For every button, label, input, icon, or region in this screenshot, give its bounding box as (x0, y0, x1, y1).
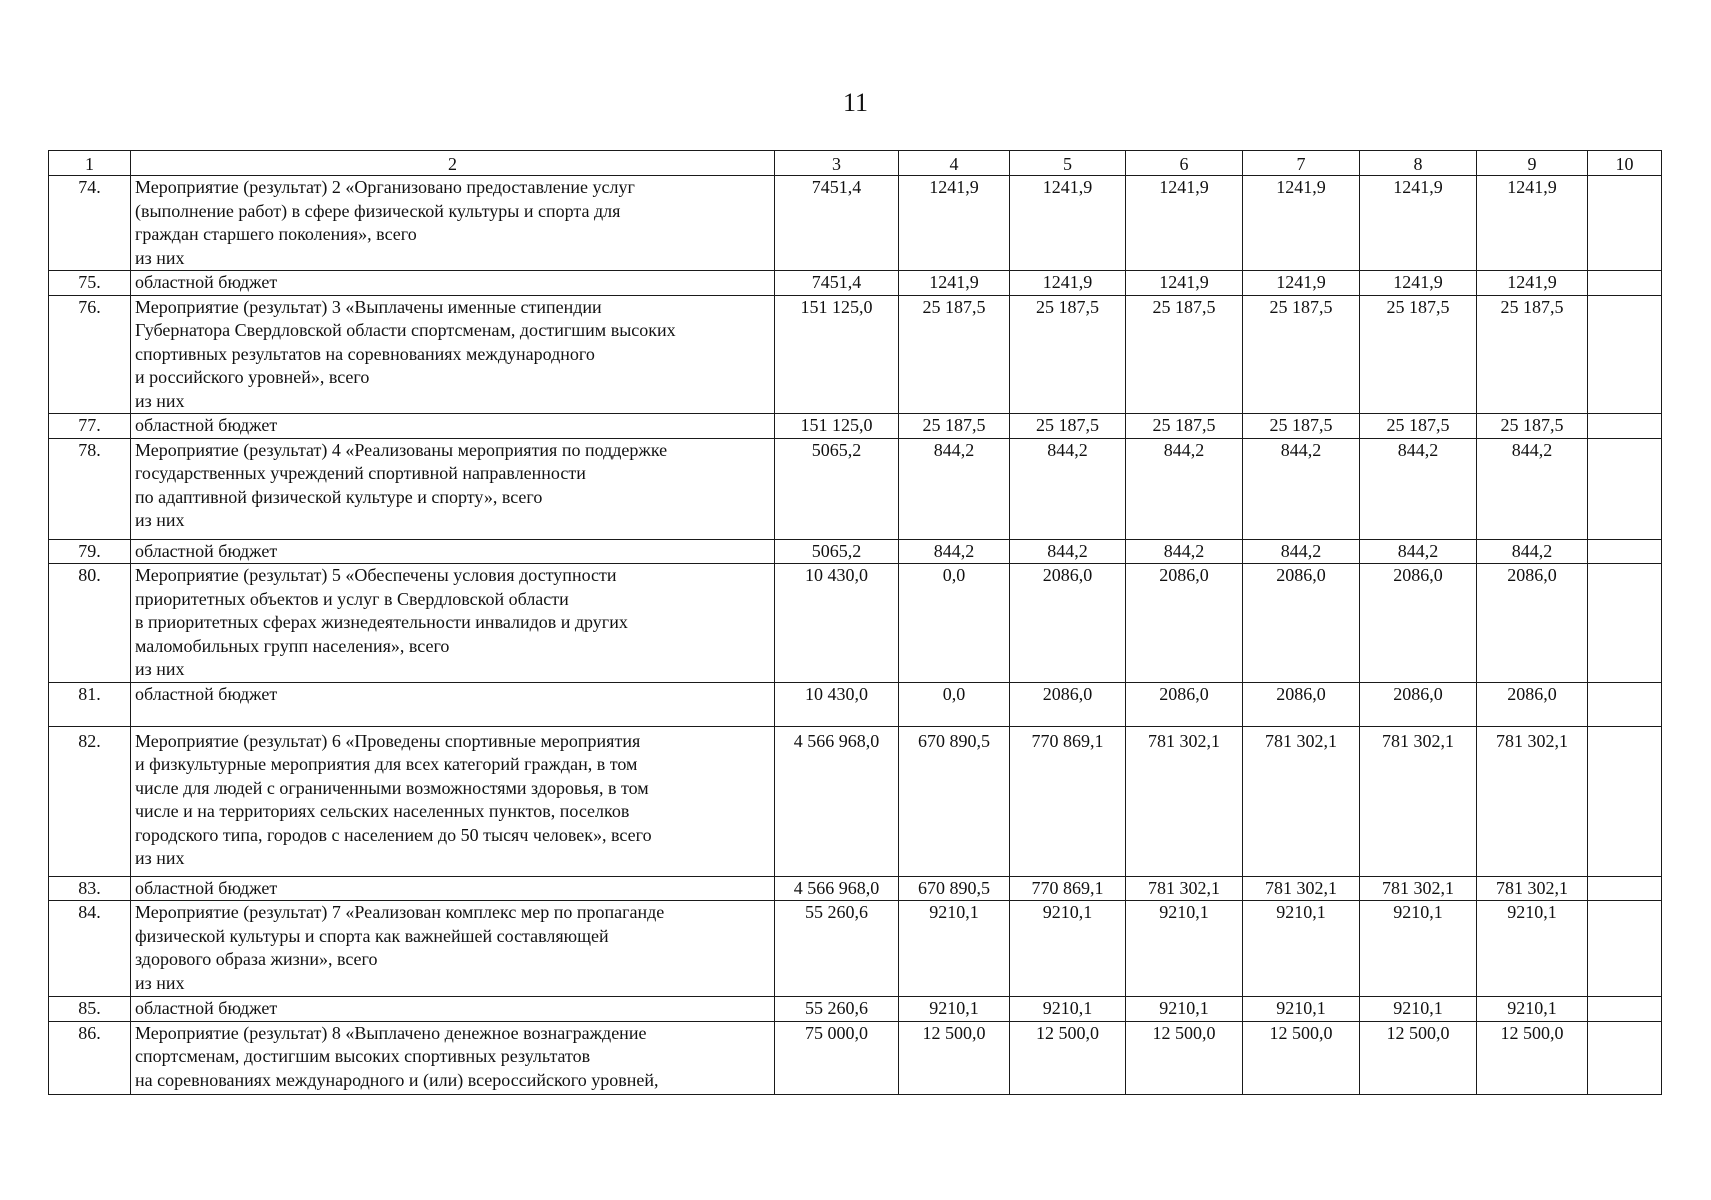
column-header: 6 (1126, 151, 1243, 176)
row-name (131, 438, 775, 539)
cell-value: 1241,9 (1243, 271, 1360, 296)
row-number: 78. (49, 438, 131, 539)
row-name (131, 176, 775, 271)
budget-table (48, 150, 1662, 1095)
cell-value: 25 187,5 (1010, 414, 1126, 439)
cell-value: 844,2 (1010, 539, 1126, 564)
cell-value: 12 500,0 (1360, 1021, 1477, 1094)
cell-value: 25 187,5 (899, 414, 1010, 439)
row-number: 77. (49, 414, 131, 439)
cell-value: 25 187,5 (1010, 295, 1126, 414)
cell-value: 781 302,1 (1126, 876, 1243, 901)
cell-value: 1241,9 (1243, 176, 1360, 271)
row-name-text: Мероприятие (результат) 4 «Реализованы мероприятия по поддержке государственных учреждений спортивной направленности по адаптивной физической культуре и спорту», всего из них (135, 439, 668, 530)
table-row (49, 876, 1662, 901)
cell-value: 2086,0 (1477, 682, 1588, 726)
row-name (131, 997, 775, 1022)
row-number: 86. (49, 1021, 131, 1094)
table-row (49, 539, 1662, 564)
cell-value (1588, 901, 1662, 997)
table-row (49, 682, 1662, 726)
row-name (131, 901, 775, 997)
cell-value: 844,2 (1010, 438, 1126, 539)
cell-value: 151 125,0 (775, 414, 899, 439)
row-name-text: Мероприятие (результат) 5 «Обеспечены условия доступности приоритетных объектов и услуг в Свердловской области в приоритетных сферах жизнедеятельности инвалидов и других маломобильных групп населения», всего из них (135, 565, 628, 679)
cell-value (1588, 295, 1662, 414)
cell-value: 12 500,0 (1477, 1021, 1588, 1094)
cell-value: 9210,1 (1126, 997, 1243, 1022)
table-row (49, 176, 1662, 271)
table-row (49, 295, 1662, 414)
row-name-text: Мероприятие (результат) 6 «Проведены спортивные мероприятия и физкультурные мероприятия для всех категорий граждан, в том числе для людей с ограниченными возможностями здоровья, в том числе и на территориях сельских населенных пунктов, поселков городского типа, городов с населением до 50 тысяч человек», всего из них (135, 730, 652, 868)
cell-value: 9210,1 (1360, 997, 1477, 1022)
cell-value: 9210,1 (1360, 901, 1477, 997)
row-number: 76. (49, 295, 131, 414)
cell-value: 25 187,5 (1477, 414, 1588, 439)
row-number: 75. (49, 271, 131, 296)
cell-value: 2086,0 (1360, 682, 1477, 726)
cell-value: 844,2 (1243, 539, 1360, 564)
cell-value: 9210,1 (1477, 997, 1588, 1022)
column-header: 3 (775, 151, 899, 176)
table-row (49, 997, 1662, 1022)
cell-value: 1241,9 (1010, 176, 1126, 271)
cell-value: 5065,2 (775, 539, 899, 564)
cell-value: 12 500,0 (1126, 1021, 1243, 1094)
cell-value: 25 187,5 (1243, 295, 1360, 414)
table-row (49, 271, 1662, 296)
cell-value: 844,2 (1243, 438, 1360, 539)
cell-value: 9210,1 (1010, 997, 1126, 1022)
row-name-text: Мероприятие (результат) 7 «Реализован комплекс мер по пропаганде физической культуры и спорта как важнейшей составляющей здорового образа жизни», всего из них (135, 902, 665, 993)
cell-value: 4 566 968,0 (775, 726, 899, 876)
cell-value: 844,2 (899, 539, 1010, 564)
row-name (131, 539, 775, 564)
row-number: 83. (49, 876, 131, 901)
cell-value: 12 500,0 (1010, 1021, 1126, 1094)
cell-value: 844,2 (899, 438, 1010, 539)
cell-value (1588, 539, 1662, 564)
cell-value (1588, 176, 1662, 271)
cell-value: 2086,0 (1360, 564, 1477, 683)
cell-value: 781 302,1 (1477, 876, 1588, 901)
cell-value: 2086,0 (1243, 564, 1360, 683)
cell-value: 25 187,5 (899, 295, 1010, 414)
cell-value: 670 890,5 (899, 876, 1010, 901)
cell-value: 9210,1 (1243, 997, 1360, 1022)
cell-value: 25 187,5 (1360, 295, 1477, 414)
cell-value: 2086,0 (1010, 682, 1126, 726)
cell-value: 1241,9 (1126, 271, 1243, 296)
cell-value: 9210,1 (1477, 901, 1588, 997)
row-name (131, 295, 775, 414)
cell-value: 1241,9 (1477, 176, 1588, 271)
row-name (131, 414, 775, 439)
cell-value: 9210,1 (899, 997, 1010, 1022)
cell-value: 1241,9 (1477, 271, 1588, 296)
cell-value: 25 187,5 (1477, 295, 1588, 414)
row-name-text: областной бюджет (135, 683, 278, 704)
cell-value: 10 430,0 (775, 682, 899, 726)
cell-value: 1241,9 (899, 176, 1010, 271)
cell-value: 0,0 (899, 564, 1010, 683)
cell-value: 25 187,5 (1360, 414, 1477, 439)
cell-value: 2086,0 (1243, 682, 1360, 726)
cell-value: 781 302,1 (1360, 876, 1477, 901)
cell-value: 151 125,0 (775, 295, 899, 414)
row-name-text: областной бюджет (135, 415, 278, 435)
cell-value: 25 187,5 (1126, 295, 1243, 414)
cell-value: 55 260,6 (775, 997, 899, 1022)
cell-value: 2086,0 (1477, 564, 1588, 683)
row-number: 85. (49, 997, 131, 1022)
column-header: 7 (1243, 151, 1360, 176)
cell-value: 1241,9 (1010, 271, 1126, 296)
table-header-row (49, 151, 1662, 176)
cell-value: 1241,9 (1126, 176, 1243, 271)
cell-value: 844,2 (1477, 438, 1588, 539)
row-number: 74. (49, 176, 131, 271)
cell-value: 1241,9 (1360, 271, 1477, 296)
cell-value: 2086,0 (1126, 564, 1243, 683)
cell-value (1588, 564, 1662, 683)
row-name (131, 271, 775, 296)
row-name-text: областной бюджет (135, 540, 278, 561)
cell-value: 5065,2 (775, 438, 899, 539)
cell-value (1588, 876, 1662, 901)
page-number: 11 (842, 88, 869, 117)
row-number: 82. (49, 726, 131, 876)
cell-value: 844,2 (1126, 539, 1243, 564)
cell-value: 844,2 (1360, 539, 1477, 564)
table-row (49, 414, 1662, 439)
cell-value: 9210,1 (1126, 901, 1243, 997)
table-row (49, 564, 1662, 683)
cell-value: 781 302,1 (1360, 726, 1477, 876)
table-row (49, 1021, 1662, 1094)
row-name-text: Мероприятие (результат) 8 «Выплачено денежное вознаграждение спортсменам, достигшим высоких спортивных результатов на соревнованиях международного и (или) всероссийского уровней, (135, 1022, 659, 1090)
cell-value: 781 302,1 (1243, 726, 1360, 876)
cell-value: 9210,1 (1243, 901, 1360, 997)
cell-value: 25 187,5 (1126, 414, 1243, 439)
row-name-text: Мероприятие (результат) 2 «Организовано предоставление услуг (выполнение работ) в сфере физической культуры и спорта для граждан старшего поколения», всего из них (135, 177, 635, 268)
cell-value: 55 260,6 (775, 901, 899, 997)
column-header: 9 (1477, 151, 1588, 176)
cell-value: 2086,0 (1126, 682, 1243, 726)
cell-value: 844,2 (1126, 438, 1243, 539)
cell-value: 12 500,0 (899, 1021, 1010, 1094)
row-name (131, 682, 775, 726)
table-row (49, 438, 1662, 539)
cell-value: 844,2 (1477, 539, 1588, 564)
cell-value (1588, 271, 1662, 296)
cell-value: 670 890,5 (899, 726, 1010, 876)
row-number: 81. (49, 682, 131, 726)
row-name-text: областной бюджет (135, 998, 278, 1018)
cell-value: 0,0 (899, 682, 1010, 726)
cell-value: 25 187,5 (1243, 414, 1360, 439)
cell-value (1588, 414, 1662, 439)
cell-value (1588, 682, 1662, 726)
cell-value (1588, 1021, 1662, 1094)
column-header: 1 (49, 151, 131, 176)
row-name-text: областной бюджет (135, 272, 278, 292)
table-row (49, 901, 1662, 997)
cell-value (1588, 726, 1662, 876)
cell-value: 1241,9 (899, 271, 1010, 296)
row-number: 80. (49, 564, 131, 683)
cell-value: 7451,4 (775, 176, 899, 271)
cell-value: 770 869,1 (1010, 876, 1126, 901)
cell-value (1588, 438, 1662, 539)
row-name (131, 1021, 775, 1094)
table-row (49, 726, 1662, 876)
row-name (131, 726, 775, 876)
column-header: 10 (1588, 151, 1662, 176)
row-name (131, 564, 775, 683)
column-header: 8 (1360, 151, 1477, 176)
column-header: 2 (131, 151, 775, 176)
cell-value: 844,2 (1360, 438, 1477, 539)
cell-value: 75 000,0 (775, 1021, 899, 1094)
row-name-text: областной бюджет (135, 877, 278, 898)
cell-value: 10 430,0 (775, 564, 899, 683)
row-name (131, 876, 775, 901)
cell-value: 781 302,1 (1243, 876, 1360, 901)
cell-value: 781 302,1 (1477, 726, 1588, 876)
cell-value: 4 566 968,0 (775, 876, 899, 901)
column-header: 5 (1010, 151, 1126, 176)
row-number: 84. (49, 901, 131, 997)
cell-value: 2086,0 (1010, 564, 1126, 683)
row-number: 79. (49, 539, 131, 564)
row-name-text: Мероприятие (результат) 3 «Выплачены именные стипендии Губернатора Свердловской области спортсменам, достигшим высоких спортивных результатов на соревнованиях международного и российского уровней», всего из них (135, 296, 676, 411)
cell-value: 12 500,0 (1243, 1021, 1360, 1094)
cell-value: 9210,1 (1010, 901, 1126, 997)
cell-value: 781 302,1 (1126, 726, 1243, 876)
column-header: 4 (899, 151, 1010, 176)
cell-value (1588, 997, 1662, 1022)
cell-value: 9210,1 (899, 901, 1010, 997)
cell-value: 1241,9 (1360, 176, 1477, 271)
cell-value: 7451,4 (775, 271, 899, 296)
cell-value: 770 869,1 (1010, 726, 1126, 876)
